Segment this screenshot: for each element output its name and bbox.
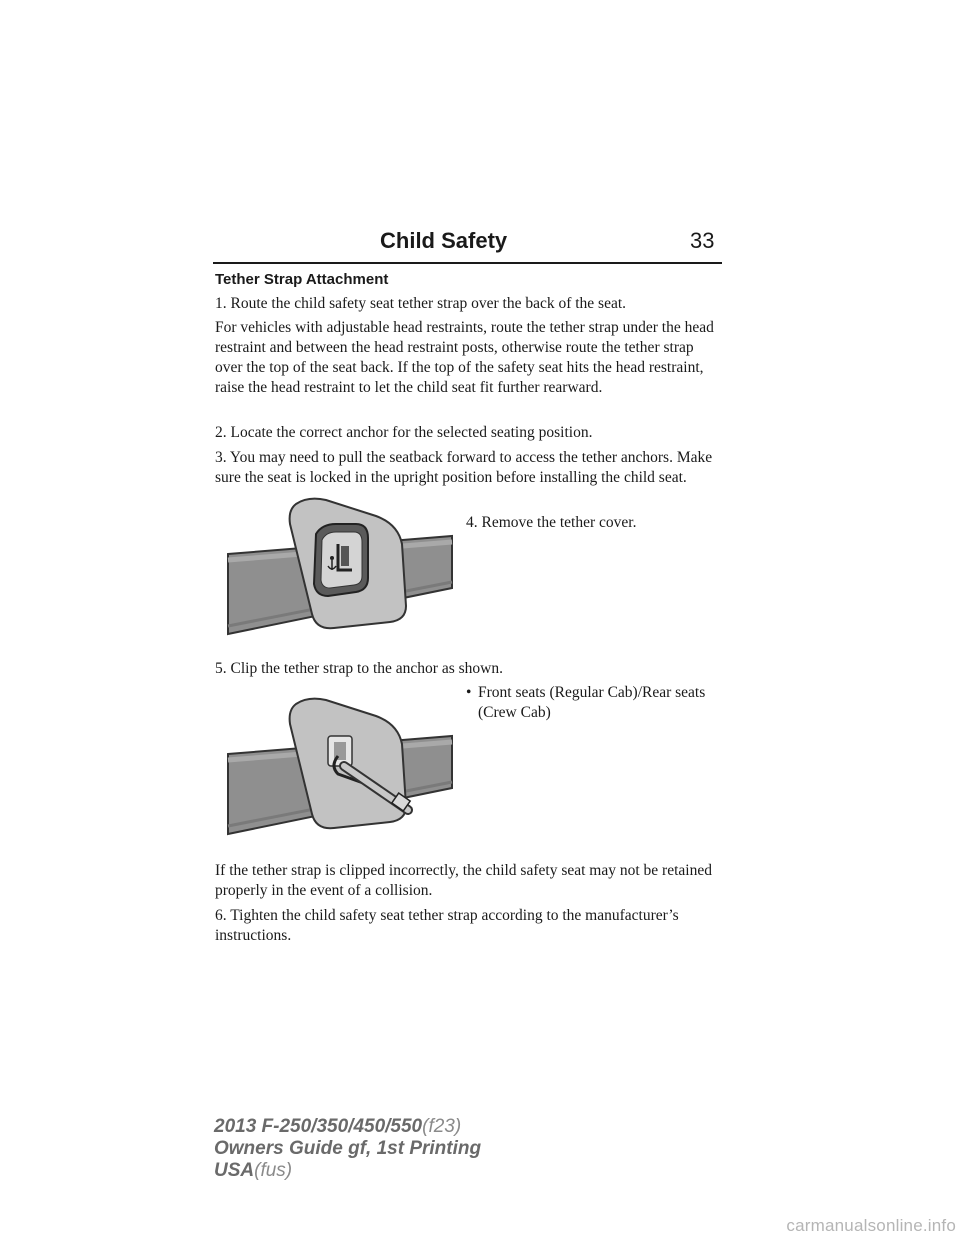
step-2-text: 2. Locate the correct anchor for the selected seating position.: [215, 424, 593, 441]
step-4-text: 4. Remove the tether cover.: [466, 514, 637, 531]
step-1-text: 1. Route the child safety seat tether strap over the back of the seat.: [215, 295, 627, 312]
footer-model-line: [214, 1116, 461, 1137]
step-3-text: 3. You may need to pull the seatback forward to access the tether anchors. Make sure the seat is locked in the upright position before installing the child seat.: [215, 449, 713, 486]
header-divider: [213, 262, 722, 264]
bullet-item-seat-type: Front seats (Regular Cab)/Rear seats (Crew Cab): [478, 684, 706, 721]
tether-clip-illustration: [226, 696, 454, 836]
tether-cover-illustration: [226, 496, 454, 636]
adjustable-head-restraint-text: For vehicles with adjustable head restraints, route the tether strap under the head restraint and between the head restraint posts, otherwise route the tether strap over the top of the seat back. If the top of the safety seat hits the head restraint, raise the head restraint to let the child seat fit further rearward.: [215, 319, 714, 396]
section-heading: Tether Strap Attachment: [215, 271, 389, 288]
incorrect-clip-warning-text: If the tether strap is clipped incorrectly, the child safety seat may not be retained properly in the event of a collision.: [215, 862, 712, 899]
footer-model-code: (f23): [422, 1116, 462, 1137]
footer-market: USA: [214, 1160, 255, 1181]
footer-model: 2013 F-250/350/450/550: [214, 1116, 423, 1137]
footer-market-code: (fus): [254, 1160, 293, 1181]
footer-guide-line: Owners Guide gf, 1st Printing: [214, 1138, 482, 1159]
step-6-text: 6. Tighten the child safety seat tether strap according to the manufacturer’s instructions.: [215, 907, 679, 944]
footer-market-line: [214, 1160, 292, 1181]
watermark-text: carmanualsonline.info: [786, 1216, 956, 1235]
page-number: 33: [690, 228, 715, 253]
step-5-text: 5. Clip the tether strap to the anchor as shown.: [215, 660, 503, 677]
bullet-icon: •: [466, 684, 472, 701]
page-section-title: Child Safety: [380, 228, 508, 253]
